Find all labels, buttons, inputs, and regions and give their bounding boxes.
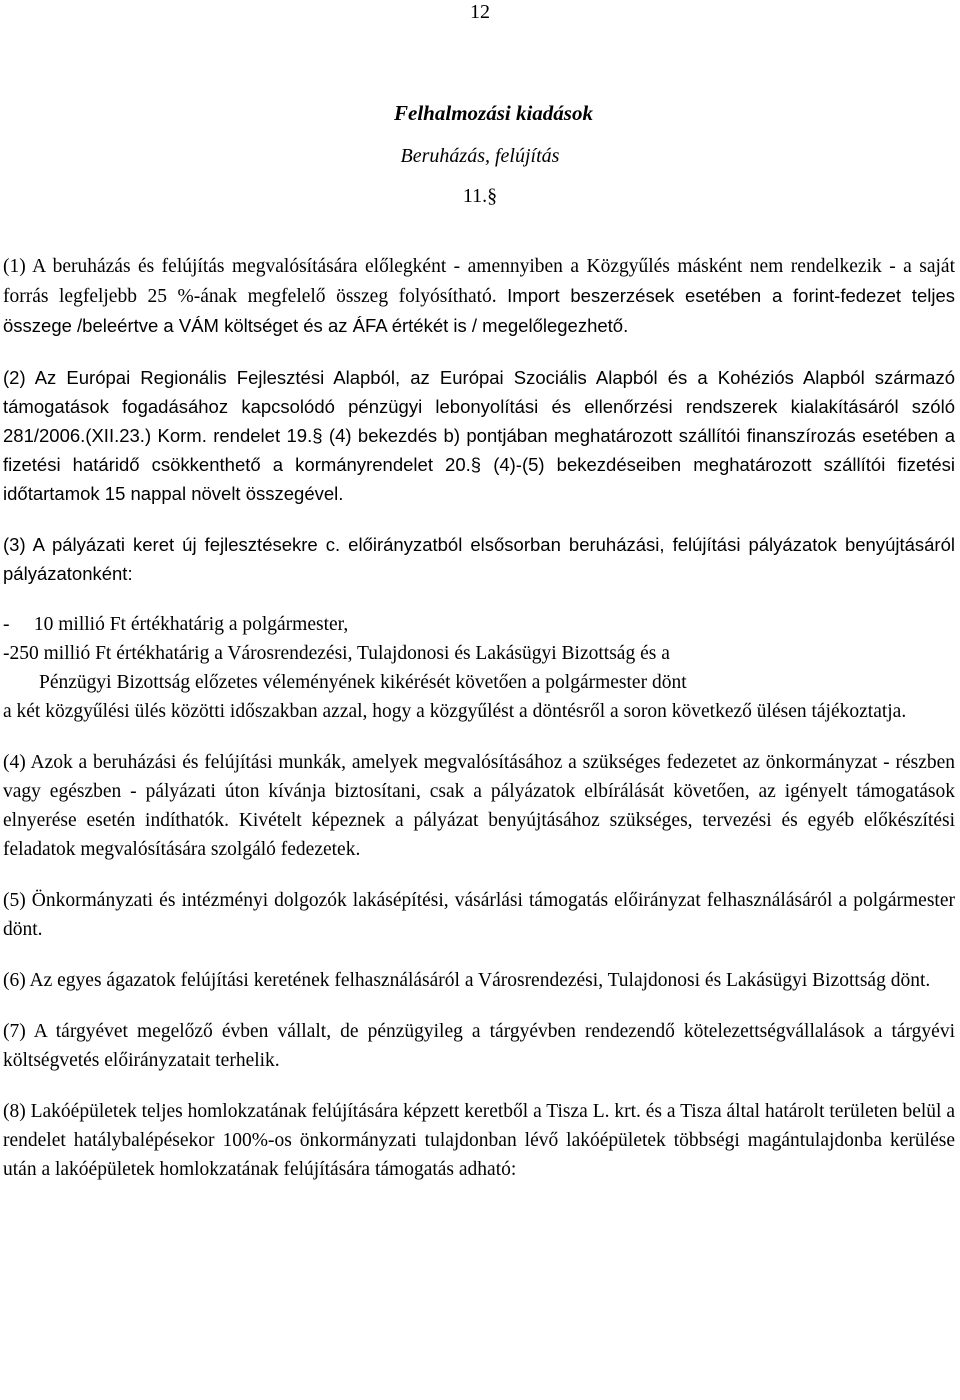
paragraph-1 xyxy=(3,252,955,341)
document-body xyxy=(3,252,955,1206)
paragraph-5: (5) Önkormányzati és intézményi dolgozók lakásépítési, vásárlási támogatás előirányzat felhasználásáról a polgármester dönt. xyxy=(3,890,955,940)
paragraph-7: (7) A tárgyévet megelőző évben vállalt, de pénzügyileg a tárgyévben rendezendő kötelezettségvállalások a tárgyévi költségvetés előirányzatait terhelik. xyxy=(3,1021,955,1071)
page-number: 12 xyxy=(470,1,490,23)
paragraph-3-item-2: -250 millió Ft értékhatárig a Városrendezési, Tulajdonosi és Lakásügyi Bizottság és a xyxy=(3,643,670,664)
paragraph-6: (6) Az egyes ágazatok felújítási keretének felhasználásáról a Városrendezési, Tulajdonosi és Lakásügyi Bizottság dönt. xyxy=(3,970,931,991)
section-sign-inline-1: § xyxy=(312,425,323,446)
paragraph-3-closing: a két közgyűlési ülés közötti időszakban azzal, hogy a közgyűlést a döntésről a soron következő ülésen tájékoztatja. xyxy=(3,701,907,722)
paragraph-2-text-c: (4)-(5) bekezdéseiben meghatározott szállítói fizetési időtartamok 15 nappal növelt összegével. xyxy=(3,454,955,504)
section-number xyxy=(0,182,960,210)
paragraph-1-text: (1) A beruházás és felújítás megvalósítására előlegként - amennyiben a Közgyűlés másként nem rendelkezik - a saját forrás legfeljebb 25 %-ának megfelelő összeg folyósítható. xyxy=(3,256,955,307)
paragraph-2-text: (2) Az Európai Regionális Fejlesztési Alapból, az Európai Szociális Alapból és a Kohéziós Alapból származó támogatások fogadásához kapcsolódó pénzügyi lebonyolítási és ellenőrzési rendszerek kialakításáról szóló 281/2006.(XII.23.) Korm. rendelet 19. xyxy=(3,367,955,446)
paragraph-3-intro: (3) A pályázati keret új fejlesztésekre c. előirányzatból elsősorban beruházási, felújítási pályázatok benyújtásáról pályázatonként: xyxy=(3,534,955,584)
paragraph-3-item-2-continued: Pénzügyi Bizottság előzetes véleményének kikérését követően a polgármester dönt xyxy=(39,672,687,693)
paragraph-3-item-1: - 10 millió Ft értékhatárig a polgármester, xyxy=(3,614,349,635)
section-title: Felhalmozási kiadások xyxy=(394,101,593,125)
paragraph-2 xyxy=(3,363,955,508)
paragraph-8: (8) Lakóépületek teljes homlokzatának felújítására képzett keretből a Tisza L. krt. és a Tisza által határolt területen belül a rendelet hatálybalépésekor 100%-os önkormányzati tulajdonban lévő lakóépületek többségi magántulajdonba kerülése után a lakóépületek homlokzatának felújítására támogatás adható: xyxy=(3,1101,955,1180)
paragraph-4: (4) Azok a beruházási és felújítási munkák, amelyek megvalósításához a szükséges fedezetet az önkormányzat - részben vagy egészben - pályázati úton kívánja biztosítani, csak a pályázatok elbírálását követően, az igényelt támogatások elnyerése esetén indíthatók. Kivételt képeznek a pályázat benyújtásához szükséges, tervezési és egyéb előkészítési feladatok megvalósítására szolgáló fedezetek. xyxy=(3,752,955,860)
paragraph-1-import-text: Import beszerzések esetében a forint-fedezet teljes összege /beleértve a VÁM költséget és az ÁFA értékét is / megelőlegezhető. xyxy=(3,285,955,336)
section-sign: § xyxy=(487,185,498,207)
section-number-text: 11. xyxy=(462,185,488,207)
section-subtitle: Beruházás, felújítás xyxy=(400,145,560,167)
section-sign-inline-2: § xyxy=(470,454,482,475)
paragraph-2-text-b: (4) bekezdés b) pontjában meghatározott szállítói finanszírozás esetében a fizetési határidő csökkenthető a kormányrendelet 20. xyxy=(3,425,955,475)
